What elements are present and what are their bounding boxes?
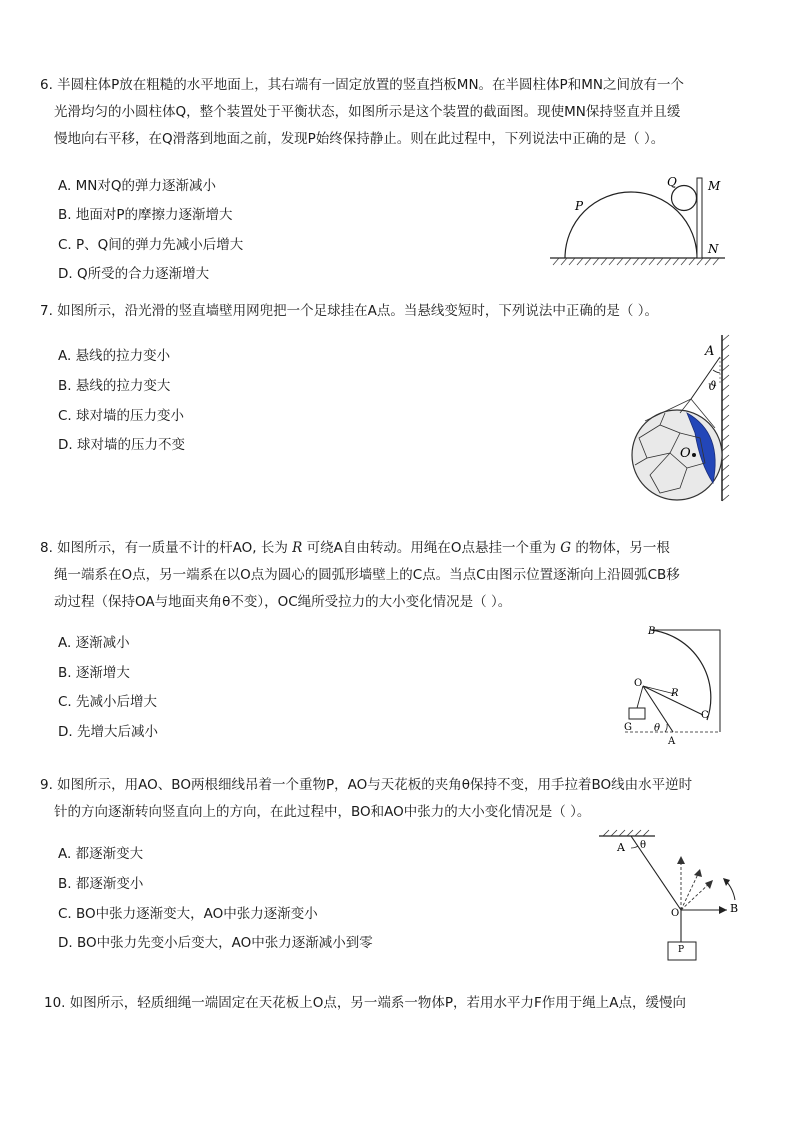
label-a: A	[617, 841, 625, 854]
q8-var-g: G	[560, 540, 572, 556]
label-g: G	[624, 722, 632, 733]
q8-option-d: D. 先增大后减小	[58, 724, 158, 740]
weight-g	[629, 708, 645, 719]
question-7	[40, 298, 750, 325]
label-r: R	[671, 688, 679, 699]
q9-stem-line-1: 9. 如图所示，用AO、BO两根细线吊着一个重物P，AO与天花板的夹角θ保持不变，用手拉着BO线由水平逆时	[40, 777, 693, 793]
q8-text-1a: 8. 如图所示，有一质量不计的杆AO, 长为	[40, 540, 293, 556]
q9-option-d: D. BO中张力先变小后变大，AO中张力逐渐减小到零	[58, 935, 373, 951]
q9-stem-line-2: 针的方向逐渐转向竖直向上的方向，在此过程中，BO和AO中张力的大小变化情况是（ ）。	[54, 804, 591, 820]
q7-option-c: C. 球对墙的压力变小	[58, 408, 185, 424]
q7-figure	[625, 333, 735, 503]
question-10	[44, 990, 754, 1017]
label-a: A	[668, 736, 676, 747]
q6-stem-line-1: 6. 半圆柱体P放在粗糙的水平地面上，其右端有一固定放置的竖直挡板MN。在半圆柱体P和MN之间放有一个	[40, 77, 684, 93]
label-o: O	[671, 908, 680, 919]
q6-figure	[545, 170, 730, 270]
rope-ao	[631, 836, 681, 910]
q8-option-b: B. 逐渐增大	[58, 665, 130, 681]
q6-option-b: B. 地面对P的摩擦力逐渐增大	[58, 207, 233, 223]
label-q: Q	[667, 175, 677, 189]
q6-option-a: A. MN对Q的弹力逐渐减小	[58, 178, 216, 194]
label-a: A	[705, 344, 715, 359]
label-n: N	[708, 242, 719, 256]
label-p: P	[678, 945, 685, 955]
cylinder-q	[672, 186, 697, 211]
q6-stem-line-2: 光滑均匀的小圆柱体Q，整个装置处于平衡状态，如图所示是这个装置的截面图。现使MN保持竖直并且缓	[54, 104, 681, 120]
q7-option-a: A. 悬线的拉力变小	[58, 348, 171, 364]
question-6	[40, 72, 750, 153]
label-theta: ϑ	[708, 379, 717, 393]
label-theta: θ	[640, 840, 647, 851]
q8-option-a: A. 逐渐减小	[58, 635, 130, 651]
question-8	[40, 535, 750, 616]
label-c: C	[701, 710, 709, 721]
q9-option-a: A. 都逐渐变大	[58, 846, 144, 862]
question-9	[40, 772, 750, 826]
label-p: P	[575, 199, 584, 213]
label-m: M	[708, 179, 721, 193]
q6-option-d: D. Q所受的合力逐渐增大	[58, 266, 210, 282]
label-theta: θ	[654, 723, 661, 734]
q7-option-d: D. 球对墙的压力不变	[58, 437, 185, 453]
plate-mn	[697, 178, 702, 258]
q6-option-c: C. P、Q间的弹力先减小后增大	[58, 237, 244, 253]
q9-option-c: C. BO中张力逐渐变大，AO中张力逐渐变小	[58, 906, 318, 922]
q6-stem-line-3: 慢地向右平移，在Q滑落到地面之前，发现P始终保持静止。则在此过程中，下列说法中正确的是（ ）。	[54, 131, 665, 147]
q9-option-b: B. 都逐渐变小	[58, 876, 144, 892]
q8-var-r: R	[292, 540, 303, 556]
arc-wall	[651, 630, 711, 720]
q8-option-c: C. 先减小后增大	[58, 694, 158, 710]
label-b: B	[648, 626, 656, 637]
q8-figure	[615, 620, 730, 750]
label-o: O	[680, 446, 691, 461]
q10-stem-line-1: 10. 如图所示，轻质细绳一端固定在天花板上O点，另一端系一物体P，若用水平力F作用于绳上A点，缓慢向	[44, 995, 687, 1011]
q9-figure	[595, 828, 745, 968]
q8-text-1c: 的物体，另一根	[571, 540, 670, 556]
q8-stem-line-1	[40, 535, 750, 562]
q7-stem-line-1: 7. 如图所示，沿光滑的竖直墙壁用网兜把一个足球挂在A点。当悬线变短时，下列说法中正确的是（ ）。	[40, 303, 658, 319]
label-b: B	[730, 902, 739, 915]
q7-option-b: B. 悬线的拉力变大	[58, 378, 171, 394]
q8-stem-line-2: 绳一端系在O点，另一端系在以O点为圆心的圆弧形墙壁上的C点。当点C由图示位置逐渐向上沿圆弧CB移	[54, 567, 680, 583]
label-o: O	[634, 678, 643, 689]
q8-stem-line-3: 动过程（保持OA与地面夹角θ不变），OC绳所受拉力的大小变化情况是（ ）。	[54, 594, 512, 610]
q8-text-1b: 可绕A自由转动。用绳在O点悬挂一个重为	[302, 540, 561, 556]
